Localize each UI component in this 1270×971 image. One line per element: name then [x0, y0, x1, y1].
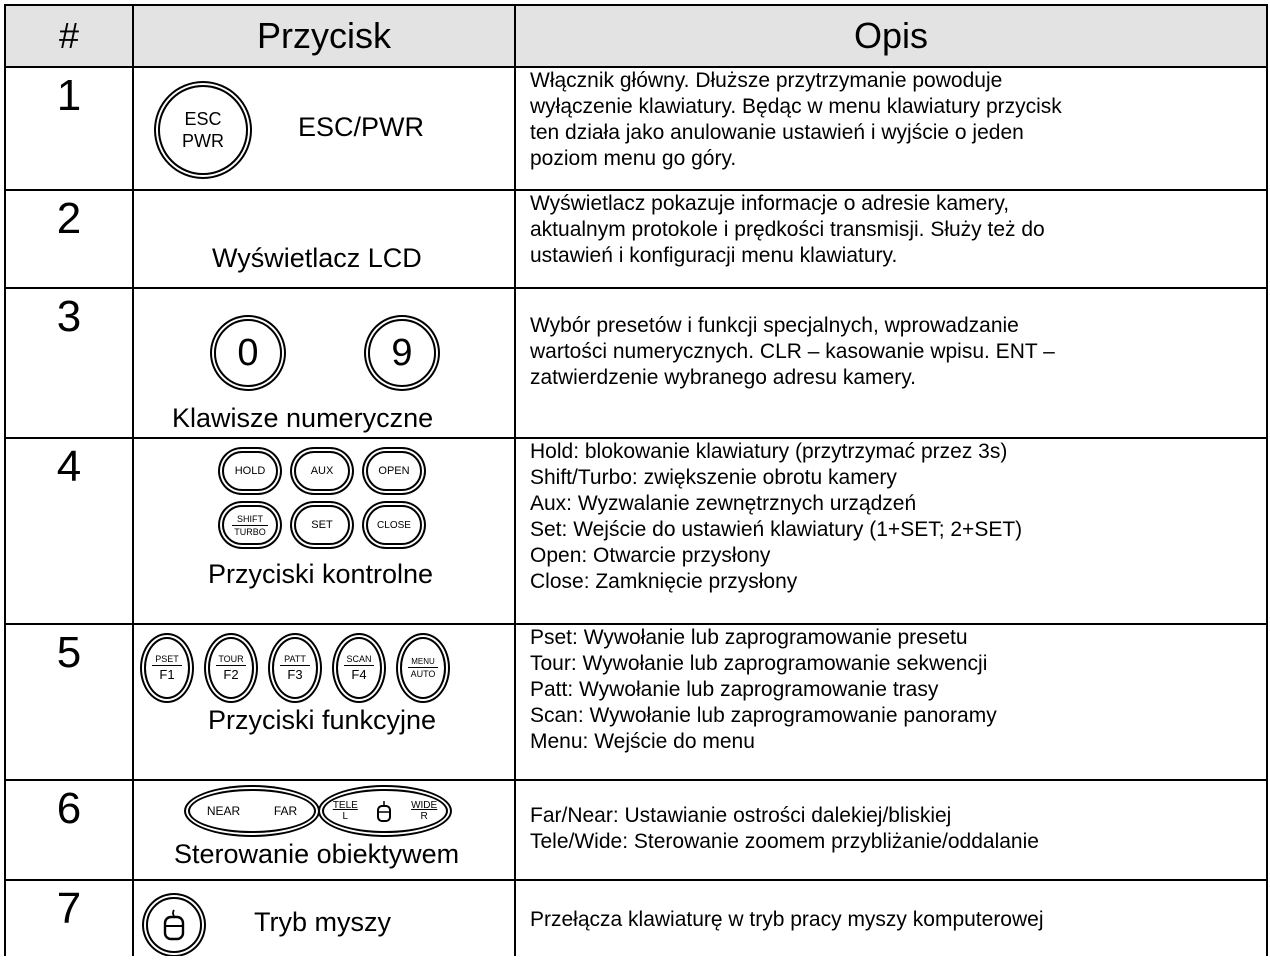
- description-cell: [515, 624, 1267, 780]
- button-name: Klawisze numeryczne: [172, 403, 434, 433]
- desc-line: aktualnym protokole i prędkości transmisji. Służy też do: [530, 218, 1045, 241]
- button-name: Tryb myszy: [254, 907, 391, 937]
- patt-label: PATT: [284, 654, 306, 664]
- desc-line: Patt: Wywołanie lub zaprogramowanie trasy: [530, 678, 939, 701]
- desc-line: wyłączenie klawiatury. Będąc w menu klawiatury przycisk: [530, 95, 1062, 118]
- turbo-label: TURBO: [234, 526, 266, 537]
- row-number: 6: [5, 780, 133, 880]
- header-num: #: [5, 5, 133, 67]
- auto-label: AUTO: [410, 669, 436, 679]
- desc-line: Set: Wejście do ustawień klawiatury (1+SET; 2+SET): [530, 518, 1023, 541]
- aux-button-icon: [294, 451, 350, 491]
- row-number: 1: [5, 67, 133, 190]
- f4-label: F4: [351, 667, 367, 682]
- description-cell: [515, 780, 1267, 880]
- f2-label: F2: [223, 667, 239, 682]
- hold-label: HOLD: [234, 465, 266, 477]
- wide-r-group: [411, 800, 437, 822]
- f3-label: F3: [287, 667, 303, 682]
- description-cell: [515, 190, 1267, 288]
- esc-pwr-button-icon: [158, 85, 248, 175]
- row-number: 4: [5, 438, 133, 624]
- button-cell: [133, 190, 515, 288]
- desc-line: poziom menu go góry.: [530, 147, 737, 170]
- tour-f2-button-icon: [208, 637, 254, 699]
- key-9-icon: [368, 319, 436, 387]
- desc-line: Hold: blokowanie klawiatury (przytrzymać przez 3s): [530, 440, 1008, 463]
- key-9-label: 9: [391, 331, 413, 374]
- description-cell: [515, 438, 1267, 624]
- desc-line: Tele/Wide: Sterowanie zoomem przybliżanie/oddalanie: [530, 830, 1039, 853]
- desc-line: Włącznik główny. Dłuższe przytrzymanie powoduje: [530, 69, 1003, 92]
- esc-label: ESC: [184, 109, 222, 129]
- open-button-icon: [366, 451, 422, 491]
- row-number: 3: [5, 288, 133, 438]
- tele-wide-button-icon: [322, 789, 448, 833]
- hold-button-icon: [222, 451, 278, 491]
- desc-line: Scan: Wywołanie lub zaprogramowanie panoramy: [530, 704, 997, 727]
- table-row: [5, 780, 1267, 880]
- far-label: FAR: [273, 804, 298, 818]
- button-name: ESC/PWR: [298, 112, 425, 142]
- keyboard-buttons-table: [4, 4, 1268, 956]
- tele-l-group: [333, 800, 358, 822]
- close-label: CLOSE: [377, 519, 411, 531]
- f1-label: F1: [159, 667, 175, 682]
- button-cell: [133, 288, 515, 438]
- description-cell: [515, 67, 1267, 190]
- description-cell: [515, 288, 1267, 438]
- button-cell: [133, 624, 515, 780]
- desc-line: wartości numerycznych. CLR – kasowanie wpisu. ENT –: [530, 340, 1055, 363]
- button-name: Sterowanie obiektywem: [174, 839, 460, 869]
- key-0-label: 0: [237, 331, 259, 374]
- header-button: Przycisk: [133, 5, 515, 67]
- set-button-icon: [294, 505, 350, 545]
- shift-label: SHIFT: [237, 513, 263, 524]
- button-cell: [133, 780, 515, 880]
- near-far-button-icon: [188, 789, 316, 833]
- row-number: 5: [5, 624, 133, 780]
- desc-line: ustawień i konfiguracji menu klawiatury.: [530, 244, 898, 267]
- pwr-label: PWR: [182, 131, 224, 151]
- desc-line: Shift/Turbo: zwiększenie obrotu kamery: [530, 466, 897, 489]
- header-desc: Opis: [515, 5, 1267, 67]
- shift-turbo-button-icon: [222, 505, 278, 545]
- button-cell: [133, 880, 515, 956]
- table-row: [5, 288, 1267, 438]
- button-name: Wyświetlacz LCD: [212, 243, 422, 273]
- desc-line: Open: Otwarcie przysłony: [530, 544, 771, 567]
- table-row: [5, 880, 1267, 956]
- button-name: Przyciski funkcyjne: [208, 705, 437, 735]
- button-name: Przyciski kontrolne: [208, 559, 434, 589]
- description-cell: [515, 880, 1267, 956]
- aux-label: AUX: [310, 465, 334, 477]
- mouse-mode-button-icon: [146, 897, 202, 953]
- key-0-icon: [214, 319, 282, 387]
- menu-auto-button-icon: [400, 637, 446, 699]
- pset-f1-button-icon: [144, 637, 190, 699]
- desc-line: ten działa jako anulowanie ustawień i wyjście o jeden: [530, 121, 1024, 144]
- r-label: R: [420, 811, 428, 822]
- near-label: NEAR: [206, 804, 241, 818]
- scan-f4-button-icon: [336, 637, 382, 699]
- desc-line: Przełącza klawiaturę w tryb pracy myszy komputerowej: [530, 908, 1044, 931]
- set-label: SET: [311, 519, 333, 531]
- button-cell: [133, 67, 515, 190]
- row-number: 2: [5, 190, 133, 288]
- wide-label: WIDE: [411, 800, 438, 811]
- desc-line: Far/Near: Ustawianie ostrości dalekiej/bliskiej: [530, 804, 952, 827]
- close-button-icon: [366, 505, 422, 545]
- desc-line: zatwierdzenie wybranego adresu kamery.: [530, 366, 916, 389]
- tele-label: TELE: [332, 800, 358, 811]
- tour-label: TOUR: [218, 654, 244, 664]
- scan-label: SCAN: [346, 654, 372, 664]
- table-row: [5, 190, 1267, 288]
- desc-line: Aux: Wyzwalanie zewnętrznych urządzeń: [530, 492, 917, 515]
- table-row: [5, 438, 1267, 624]
- table-row: [5, 624, 1267, 780]
- desc-line: Pset: Wywołanie lub zaprogramowanie presetu: [530, 626, 968, 649]
- desc-line: Wybór presetów i funkcji specjalnych, wprowadzanie: [530, 314, 1019, 337]
- table-header-row: [5, 5, 1267, 67]
- table-row: [5, 67, 1267, 190]
- desc-line: Close: Zamknięcie przysłony: [530, 570, 798, 593]
- desc-line: Wyświetlacz pokazuje informacje o adresie kamery,: [530, 192, 1010, 215]
- row-number: 7: [5, 880, 133, 956]
- mouse-icon: [161, 909, 187, 941]
- mouse-icon: [375, 800, 393, 822]
- desc-line: Tour: Wywołanie lub zaprogramowanie sekwencji: [530, 652, 988, 675]
- patt-f3-button-icon: [272, 637, 318, 699]
- menu-label: MENU: [411, 657, 435, 666]
- pset-label: PSET: [155, 654, 179, 664]
- button-cell: [133, 438, 515, 624]
- desc-line: Menu: Wejście do menu: [530, 730, 755, 753]
- l-label: L: [342, 811, 349, 822]
- open-label: OPEN: [378, 465, 410, 477]
